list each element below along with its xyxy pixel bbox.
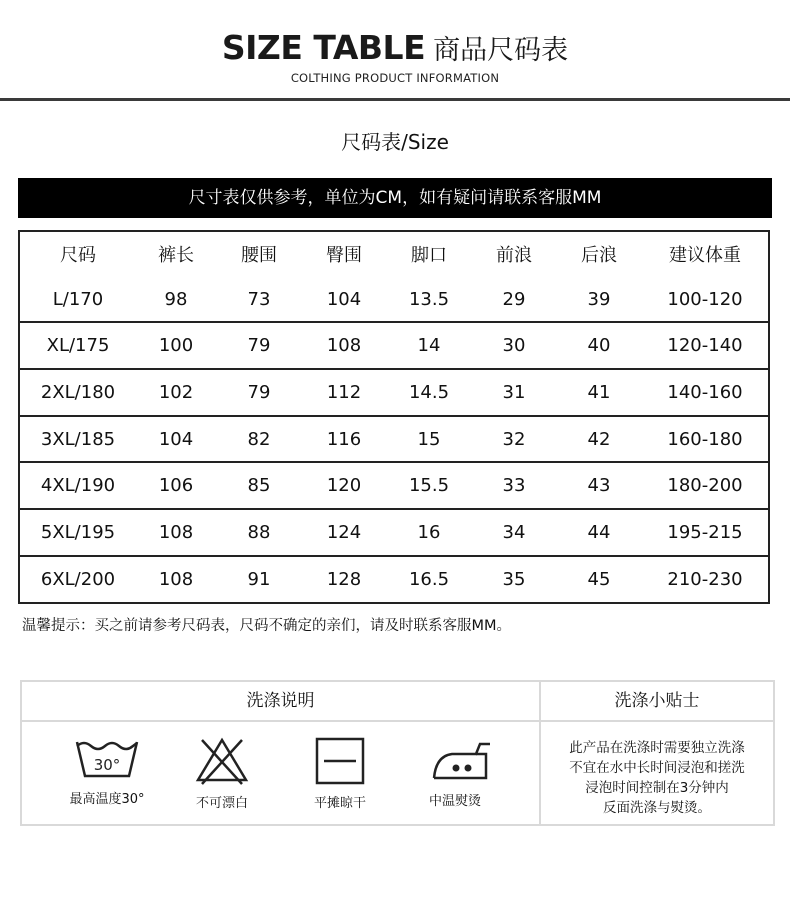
wash-tip-line: 此产品在洗涤时需要独立洗涤 (569, 740, 745, 756)
wash-30-icon (73, 736, 141, 782)
cell-weight: 180-200 (667, 475, 743, 497)
table-row (20, 509, 768, 556)
wash-tip-line: 不宜在水中长时间浸泡和搓洗 (569, 760, 745, 776)
header-weight: 建议体重 (669, 245, 741, 267)
warm-tip: 温馨提示：买之前请参考尺码表，尺码不确定的亲们，请及时联系客服MM。 (22, 618, 512, 634)
care-label: 不可漂白 (195, 796, 248, 811)
wash-tips-text (541, 722, 773, 818)
cell-front-rise: 35 (502, 568, 526, 590)
cell-size: 4XL/190 (40, 475, 116, 497)
care-item-no-bleach (192, 736, 252, 811)
header-hip: 臀围 (326, 245, 362, 267)
cell-back-rise: 44 (587, 521, 611, 543)
cell-waist: 82 (247, 428, 271, 450)
no-bleach-icon (194, 736, 250, 786)
cell-weight: 120-140 (667, 335, 743, 357)
subtitle: COLTHING PRODUCT INFORMATION (290, 71, 500, 85)
title-row (0, 28, 790, 67)
iron-medium-icon (428, 736, 496, 784)
cell-front-rise: 29 (502, 288, 526, 310)
care-item-dry-flat (252, 736, 428, 811)
cell-hip: 108 (326, 335, 362, 357)
header-size: 尺码 (60, 245, 96, 267)
wash-tips (541, 682, 773, 824)
wash-temp-symbol: 30° (93, 756, 121, 774)
cell-leg-opening: 16 (417, 521, 441, 543)
care-label: 最高温度30° (69, 792, 145, 807)
wash-tip-line: 反面洗涤与熨烫。 (603, 800, 711, 816)
cell-weight: 140-160 (667, 381, 743, 403)
cell-waist: 79 (247, 335, 271, 357)
cell-front-rise: 32 (502, 428, 526, 450)
cell-leg-opening: 16.5 (408, 568, 450, 590)
cell-length: 106 (158, 475, 194, 497)
cell-back-rise: 41 (587, 381, 611, 403)
cell-leg-opening: 15.5 (408, 475, 450, 497)
cell-front-rise: 34 (502, 521, 526, 543)
wash-tip-line: 浸泡时间控制在3分钟内 (585, 780, 729, 796)
size-table (18, 230, 770, 604)
cell-size: 3XL/185 (40, 428, 116, 450)
wash-instructions (22, 682, 541, 824)
cell-back-rise: 45 (587, 568, 611, 590)
notice-banner: 尺寸表仅供参考，单位为CM，如有疑问请联系客服MM (18, 178, 772, 218)
cell-back-rise: 43 (587, 475, 611, 497)
cell-hip: 112 (326, 381, 362, 403)
page-header (0, 28, 790, 85)
cell-waist: 91 (247, 568, 271, 590)
cell-size: 6XL/200 (40, 568, 116, 590)
cell-hip: 116 (326, 428, 362, 450)
cell-weight: 210-230 (667, 568, 743, 590)
table-row (20, 556, 768, 602)
cell-weight: 160-180 (667, 428, 743, 450)
cell-hip: 120 (326, 475, 362, 497)
wash-instructions-title: 洗涤说明 (22, 682, 539, 722)
size-table-header-row (20, 232, 768, 277)
cell-leg-opening: 14 (417, 335, 441, 357)
table-row (20, 369, 768, 416)
cell-length: 104 (158, 428, 194, 450)
cell-size: 2XL/180 (40, 381, 116, 403)
cell-front-rise: 30 (502, 335, 526, 357)
cell-front-rise: 31 (502, 381, 526, 403)
header-front-rise: 前浪 (496, 245, 532, 267)
header-length: 裤长 (158, 245, 194, 267)
cell-front-rise: 33 (502, 475, 526, 497)
care-label: 中温熨烫 (428, 794, 481, 809)
cell-back-rise: 42 (587, 428, 611, 450)
cell-length: 108 (158, 521, 194, 543)
cell-leg-opening: 13.5 (408, 288, 450, 310)
header-waist: 腰围 (241, 245, 277, 267)
cell-size: L/170 (52, 288, 104, 310)
cell-back-rise: 39 (587, 288, 611, 310)
cell-leg-opening: 15 (417, 428, 441, 450)
dry-flat-icon (314, 736, 366, 786)
cell-leg-opening: 14.5 (408, 381, 450, 403)
cell-length: 98 (164, 288, 188, 310)
title-english: SIZE TABLE (221, 28, 426, 67)
cell-back-rise: 40 (587, 335, 611, 357)
cell-waist: 79 (247, 381, 271, 403)
care-item-iron (428, 736, 482, 811)
care-icons (22, 722, 539, 811)
cell-weight: 100-120 (667, 288, 743, 310)
title-chinese: 商品尺码表 (433, 35, 569, 66)
cell-hip: 104 (326, 288, 362, 310)
cell-length: 108 (158, 568, 194, 590)
header-leg-opening: 脚口 (411, 245, 447, 267)
cell-length: 100 (158, 335, 194, 357)
table-row (20, 322, 768, 369)
cell-hip: 128 (326, 568, 362, 590)
cell-weight: 195-215 (667, 521, 743, 543)
header-back-rise: 后浪 (581, 245, 617, 267)
table-row (20, 416, 768, 463)
cell-waist: 85 (247, 475, 271, 497)
section-title: 尺码表/Size (341, 130, 449, 154)
cell-length: 102 (158, 381, 194, 403)
table-row (20, 277, 768, 323)
table-row (20, 462, 768, 509)
care-section (20, 680, 775, 826)
care-item-wash (22, 736, 192, 811)
cell-size: 5XL/195 (40, 521, 116, 543)
cell-waist: 88 (247, 521, 271, 543)
care-label: 平摊晾干 (313, 796, 366, 811)
header-divider (0, 98, 790, 101)
cell-size: XL/175 (46, 335, 110, 357)
cell-hip: 124 (326, 521, 362, 543)
wash-tips-title: 洗涤小贴士 (541, 682, 773, 722)
cell-waist: 73 (247, 288, 271, 310)
